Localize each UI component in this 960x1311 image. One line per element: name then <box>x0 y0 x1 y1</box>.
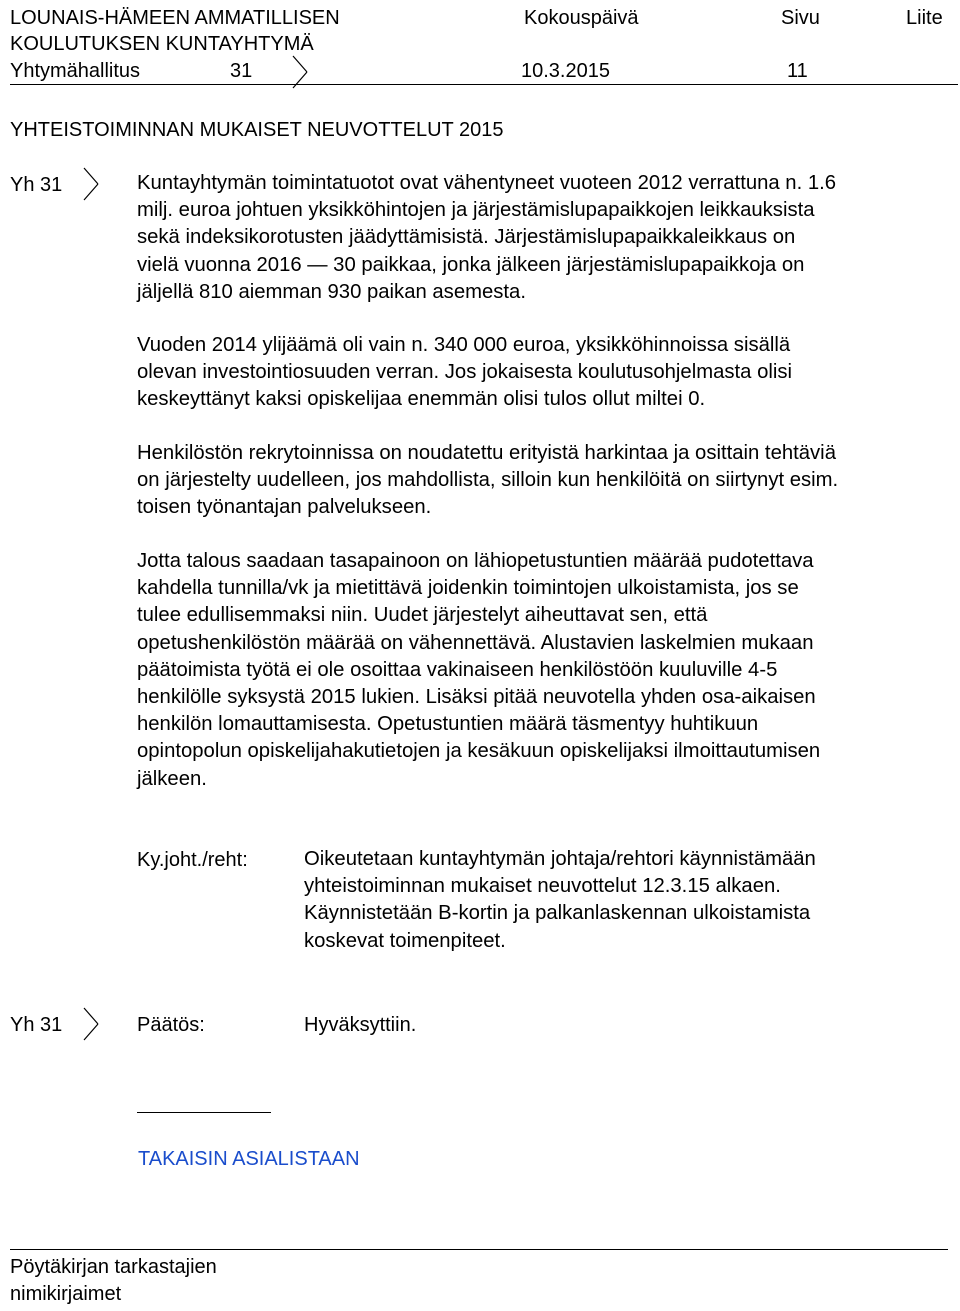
org-name-line2: KOULUTUKSEN KUNTAYHTYMÄ <box>10 33 314 55</box>
paragraph-line: olevan investointiosuuden verran. Jos jokaisesta koulutusohjelmasta olisi <box>137 361 793 384</box>
proposal-label: Ky.joht./reht: <box>137 849 248 871</box>
meeting-date: 10.3.2015 <box>521 60 610 82</box>
page-header: Sivu <box>781 7 820 29</box>
paragraph-line: keskeyttänyt kaksi opiskelijaa enemmän olisi tulos ollut miltei 0. <box>137 388 706 411</box>
paragraph-4 <box>137 548 952 793</box>
paragraph-line: henkilön lomauttamisesta. Opetustuntien määrä täsmentyy huhtikuun <box>137 713 759 736</box>
paragraph-3 <box>137 440 952 522</box>
proposal-line: koskevat toimenpiteet. <box>304 929 506 952</box>
proposal-line: Oikeutetaan kuntayhtymän johtaja/rehtori käynnistämään <box>304 848 816 870</box>
footer-line1: Pöytäkirjan tarkastajien <box>10 1256 217 1278</box>
attachment-header: Liite <box>906 7 943 29</box>
decision-text: Hyväksyttiin. <box>304 1014 417 1036</box>
paragraph-line: opintopolun opiskelijahakutietojen ja kesäkuun opiskelijaksi ilmoittautumisen <box>137 740 821 763</box>
body-name: Yhtymähallitus <box>10 60 141 82</box>
footer-line2: nimikirjaimet <box>10 1283 122 1305</box>
proposal-text <box>304 846 816 955</box>
paragraph-2 <box>137 332 952 414</box>
footer-divider <box>10 1249 948 1250</box>
paragraph-line: on järjestelty uudelleen, jos mahdollista, silloin kun henkilöitä on siirtynyt esim. <box>137 469 839 492</box>
paragraph-line: jäljellä 810 aiemman 930 paikan asemesta. <box>137 280 526 303</box>
paragraph-line: milj. euroa johtuen yksikköhintojen ja järjestämislupapaikkojen leikkauksista <box>137 199 815 222</box>
section-mark-icon <box>80 166 102 202</box>
paragraph-line: Vuoden 2014 ylijäämä oli vain n. 340 000 euroa, yksikköhinnoissa sisällä <box>137 334 791 356</box>
paragraph-line: kahdella tunnilla/vk ja mietittävä joidenkin toimintojen ulkoistamista, jos se <box>137 577 799 600</box>
closing-rule <box>137 1112 271 1113</box>
header-section-number: 31 <box>230 60 253 82</box>
paragraph-line: toisen työnantajan palvelukseen. <box>137 496 432 519</box>
back-to-agenda-link[interactable]: TAKAISIN ASIALISTAAN <box>138 1148 360 1170</box>
paragraph-line: Kuntayhtymän toimintatuotot ovat vähentyneet vuoteen 2012 verrattuna n. 1.6 <box>137 172 837 194</box>
meeting-date-header: Kokouspäivä <box>524 7 639 29</box>
paragraph-line: Jotta talous saadaan tasapainoon on lähiopetustuntien määrää pudotettava <box>137 550 814 572</box>
paragraph-line: henkilölle syksystä 2015 lukien. Lisäksi pitää neuvotella yhden osa-aikaisen <box>137 686 816 709</box>
proposal-line: yhteistoiminnan mukaiset neuvottelut 12.3.15 alkaen. <box>304 875 781 898</box>
paragraph-line: Henkilöstön rekrytoinnissa on noudatettu erityistä harkintaa ja osittain tehtäviä <box>137 442 836 464</box>
paragraph-line: jälkeen. <box>137 767 207 790</box>
decision-label: Päätös: <box>137 1014 205 1036</box>
paragraph-line: vielä vuonna 2016 — 30 paikkaa, jonka jälkeen järjestämislupapaikkoja on <box>137 253 805 276</box>
decision-section-label: Yh 31 <box>10 1014 63 1036</box>
org-name-line1: LOUNAIS-HÄMEEN AMMATILLISEN <box>10 7 340 29</box>
header-divider <box>10 84 958 85</box>
section-mark-icon <box>80 1006 102 1042</box>
paragraph-line: päätoimista työtä ei ole osoittaa vakinaiseen henkilöstöön kuuluville 4-5 <box>137 658 778 681</box>
proposal-line: Käynnistetään B-kortin ja palkanlaskennan ulkoistamista <box>304 902 811 925</box>
page-number: 11 <box>787 60 808 82</box>
paragraph-line: sekä indeksikorotusten jäädyttämisistä. Järjestämislupapaikkaleikkaus on <box>137 226 796 249</box>
paragraph-1 <box>137 170 952 306</box>
section-label: Yh 31 <box>10 174 63 196</box>
document-title: YHTEISTOIMINNAN MUKAISET NEUVOTTELUT 2015 <box>10 119 504 141</box>
paragraph-line: opetushenkilöstön määrää on vähennettävä. Alustavien laskelmien mukaan <box>137 631 814 654</box>
paragraph-line: tulee edullisemmaksi niin. Uudet järjestelyt aiheuttavat sen, että <box>137 604 708 627</box>
